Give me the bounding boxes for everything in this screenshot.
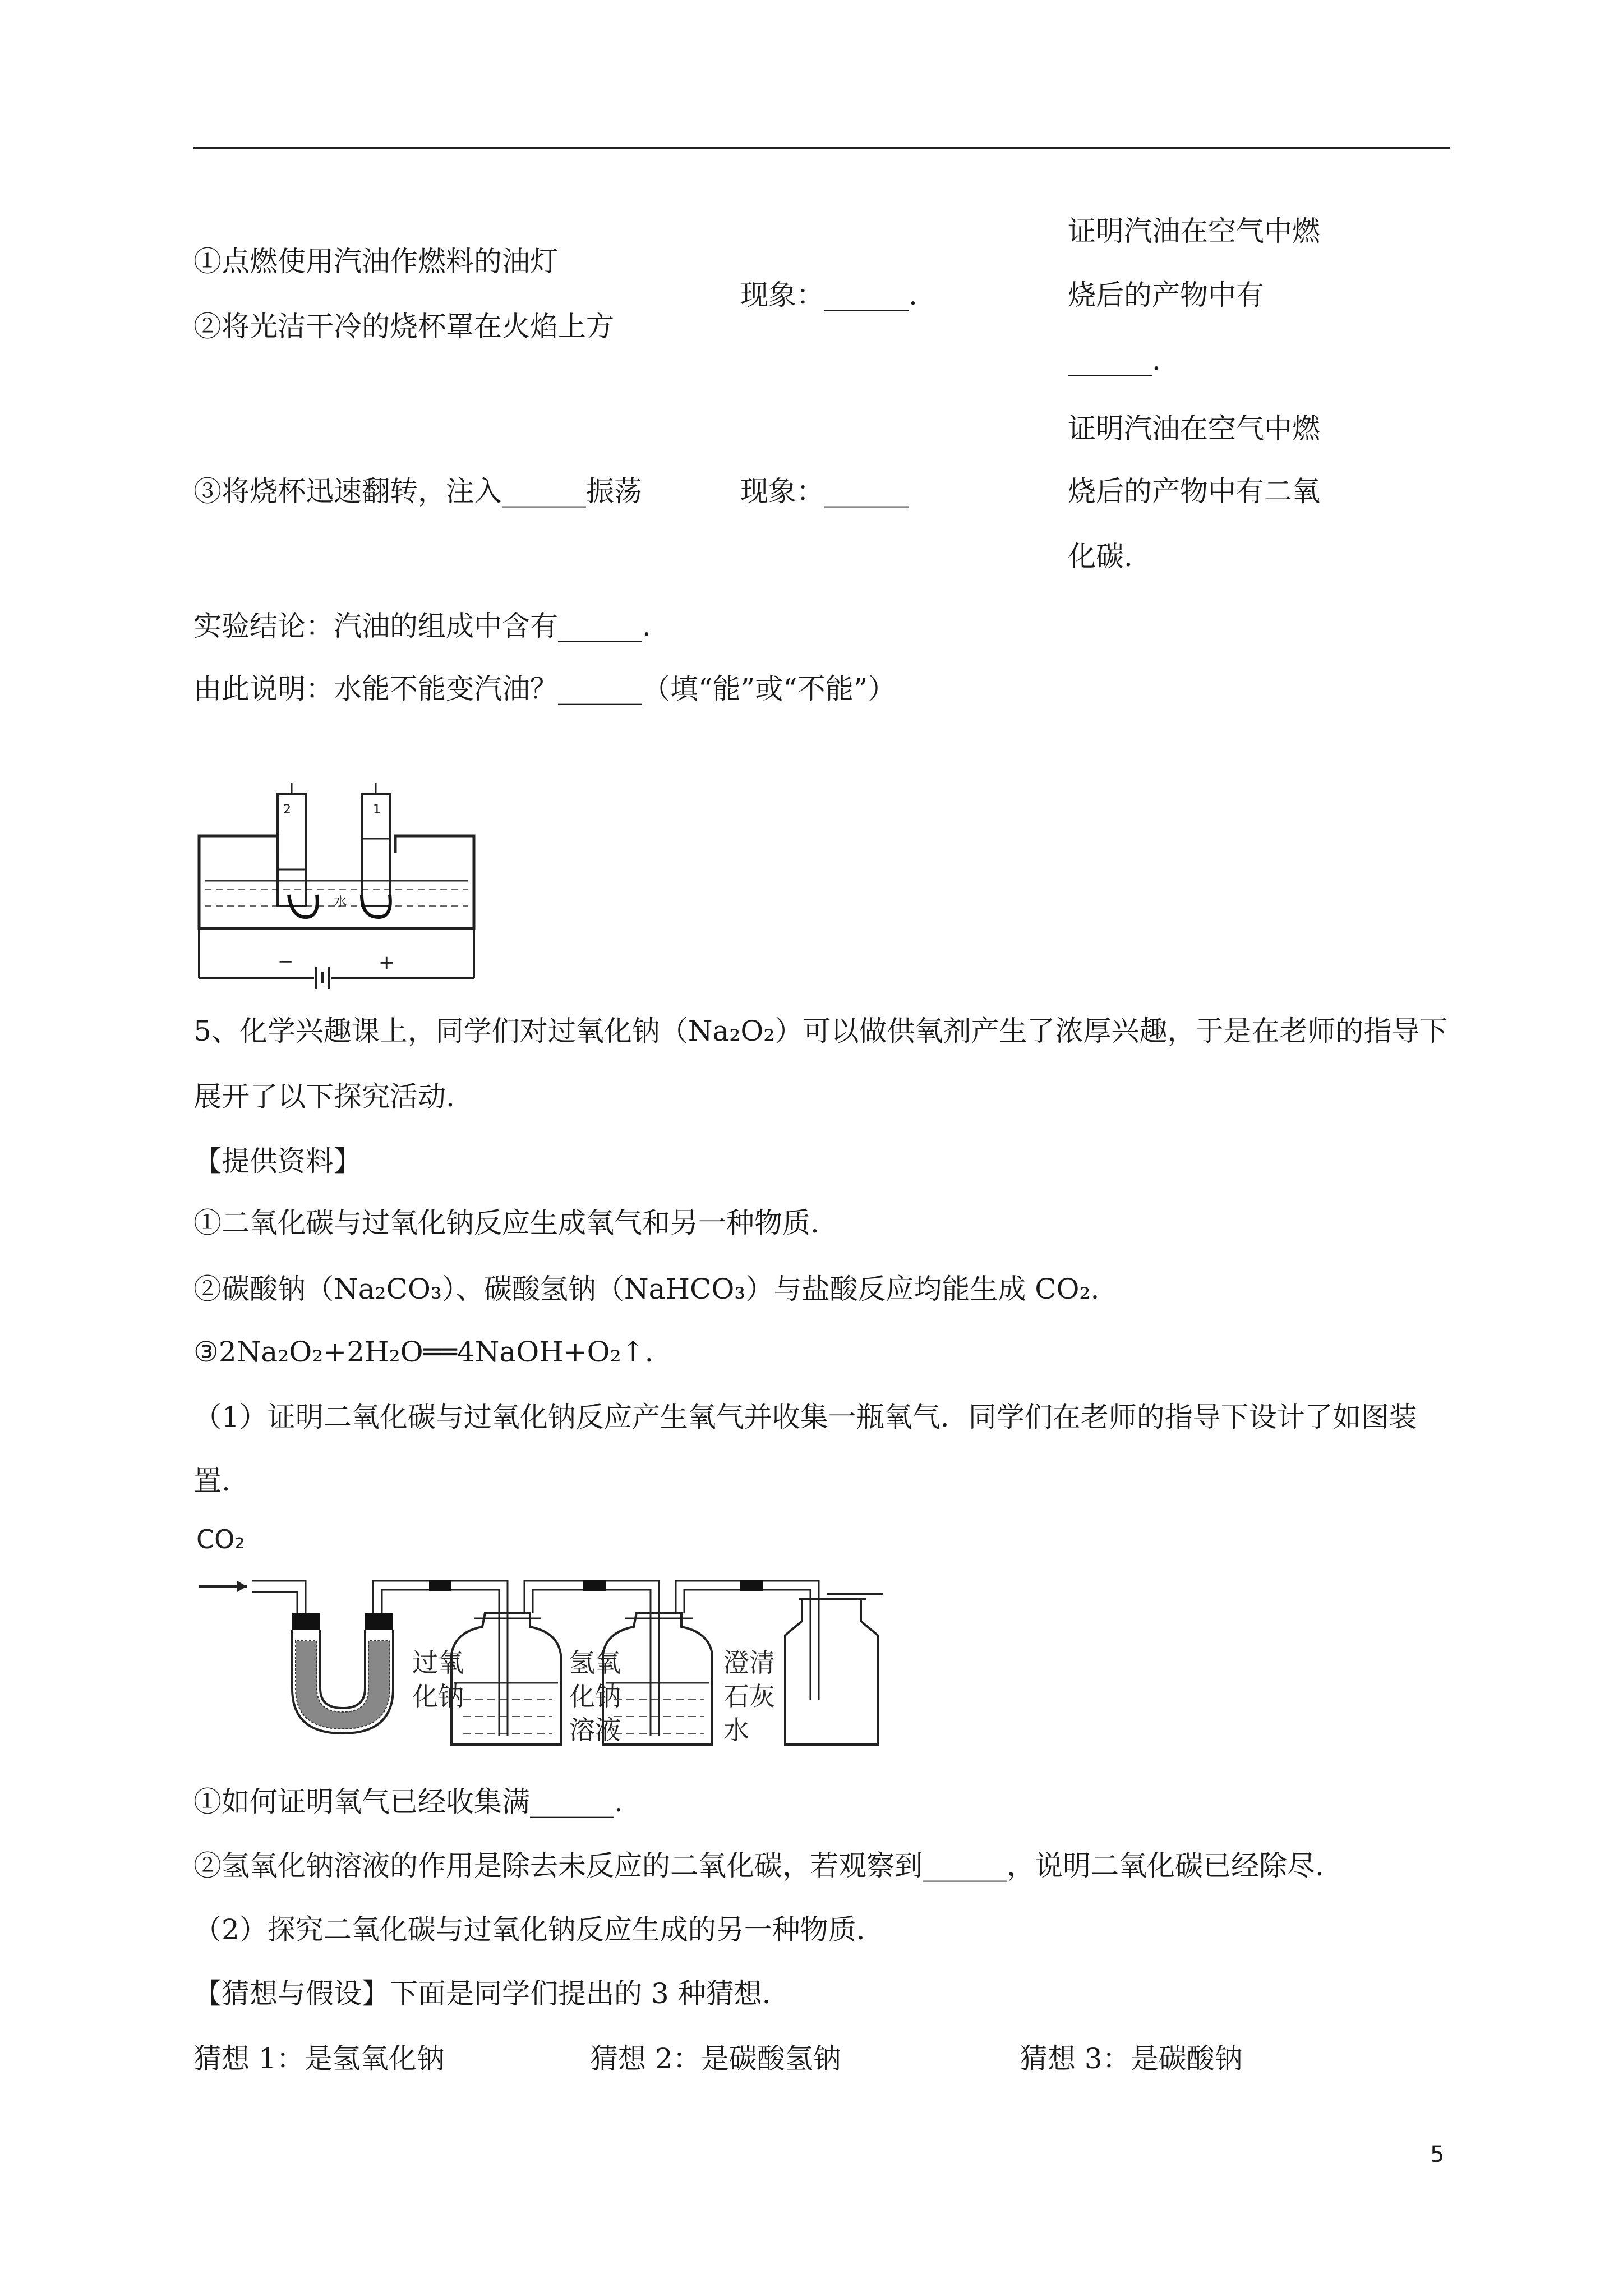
label-limewater-1: 澄清 [723,1648,775,1678]
electrolysis-figure [193,783,508,990]
page-number: 5 [1430,2142,1445,2168]
q5-intro-line1: 5、化学兴趣课上，同学们对过氧化钠（Na₂O₂）可以做供氧剂产生了浓厚兴趣，于是在老师的指导下 [193,1015,1448,1047]
tube-label-left: 2 [283,803,291,817]
label-naoh-1: 氢氧 [569,1648,621,1678]
part1-line1: （1）证明二氧化碳与过氧化钠反应产生氧气并收集一瓶氧气．同学们在老师的指导下设计了如图装 [193,1401,1417,1433]
guess-1: 猜想 1：是氢氧化钠 [193,2042,445,2075]
guess-3: 猜想 3：是碳酸钠 [1020,2042,1243,2075]
part2: （2）探究二氧化碳与过氧化钠反应生成的另一种物质. [193,1913,865,1946]
row1-phenomenon: 现象：______. [740,279,917,311]
plus-sign: + [379,951,395,974]
experiment-conclusion: 实验结论：汽油的组成中含有______. [193,610,651,642]
co2-inlet-label: CO₂ [196,1524,245,1554]
data-heading: 【提供资料】 [193,1145,362,1177]
label-limewater-3: 水 [723,1715,749,1745]
minus-sign: − [278,950,294,973]
row1-step1: ①点燃使用汽油作燃料的油灯 [193,245,558,278]
hypothesis-heading: 【猜想与假设】下面是同学们提出的 3 种猜想. [193,1977,771,2010]
data-item-3: ③2Na₂O₂+2H₂O══4NaOH+O₂↑. [193,1336,654,1368]
row2-conclusion-line1: 证明汽油在空气中燃 [1068,412,1320,445]
guess-2: 猜想 2：是碳酸氢钠 [590,2042,841,2075]
row1-conclusion-line2: 烧后的产物中有 [1068,279,1264,311]
row2-conclusion-line3: 化碳. [1068,540,1133,573]
row1-conclusion-line1: 证明汽油在空气中燃 [1068,215,1320,247]
row1-step2: ②将光洁干冷的烧杯罩在火焰上方 [193,310,614,343]
explanation: 由此说明：水能不能变汽油？______（填“能”或“不能”） [193,673,896,705]
q5-intro-line2: 展开了以下探究活动. [193,1080,455,1113]
tube-label-right: 1 [373,803,381,817]
apparatus-figure [193,1520,900,1761]
data-item-1: ①二氧化碳与过氧化钠反应生成氧气和另一种物质. [193,1207,819,1239]
row2-step: ③将烧杯迅速翻转，注入______振荡 [193,475,642,508]
label-naoh-3: 溶液 [569,1715,621,1745]
header-rule [193,147,1450,149]
label-sodium-peroxide-2: 化钠 [412,1681,464,1711]
question-2: ②氢氧化钠溶液的作用是除去未反应的二氧化碳，若观察到______，说明二氧化碳已经除尽. [193,1849,1324,1882]
row1-conclusion-line3: ______. [1068,344,1161,376]
label-limewater-2: 石灰 [723,1681,775,1711]
row2-phenomenon: 现象：______ [740,475,909,508]
question-1: ①如何证明氧气已经收集满______. [193,1786,623,1818]
label-naoh-2: 化钠 [569,1681,621,1711]
label-sodium-peroxide-1: 过氧 [412,1648,464,1678]
part1-line2: 置. [193,1465,230,1497]
water-label: 水 [334,894,347,909]
data-item-2: ②碳酸钠（Na₂CO₃）、碳酸氢钠（NaHCO₃）与盐酸反应均能生成 CO₂. [193,1273,1100,1305]
row2-conclusion-line2: 烧后的产物中有二氧 [1068,475,1320,508]
